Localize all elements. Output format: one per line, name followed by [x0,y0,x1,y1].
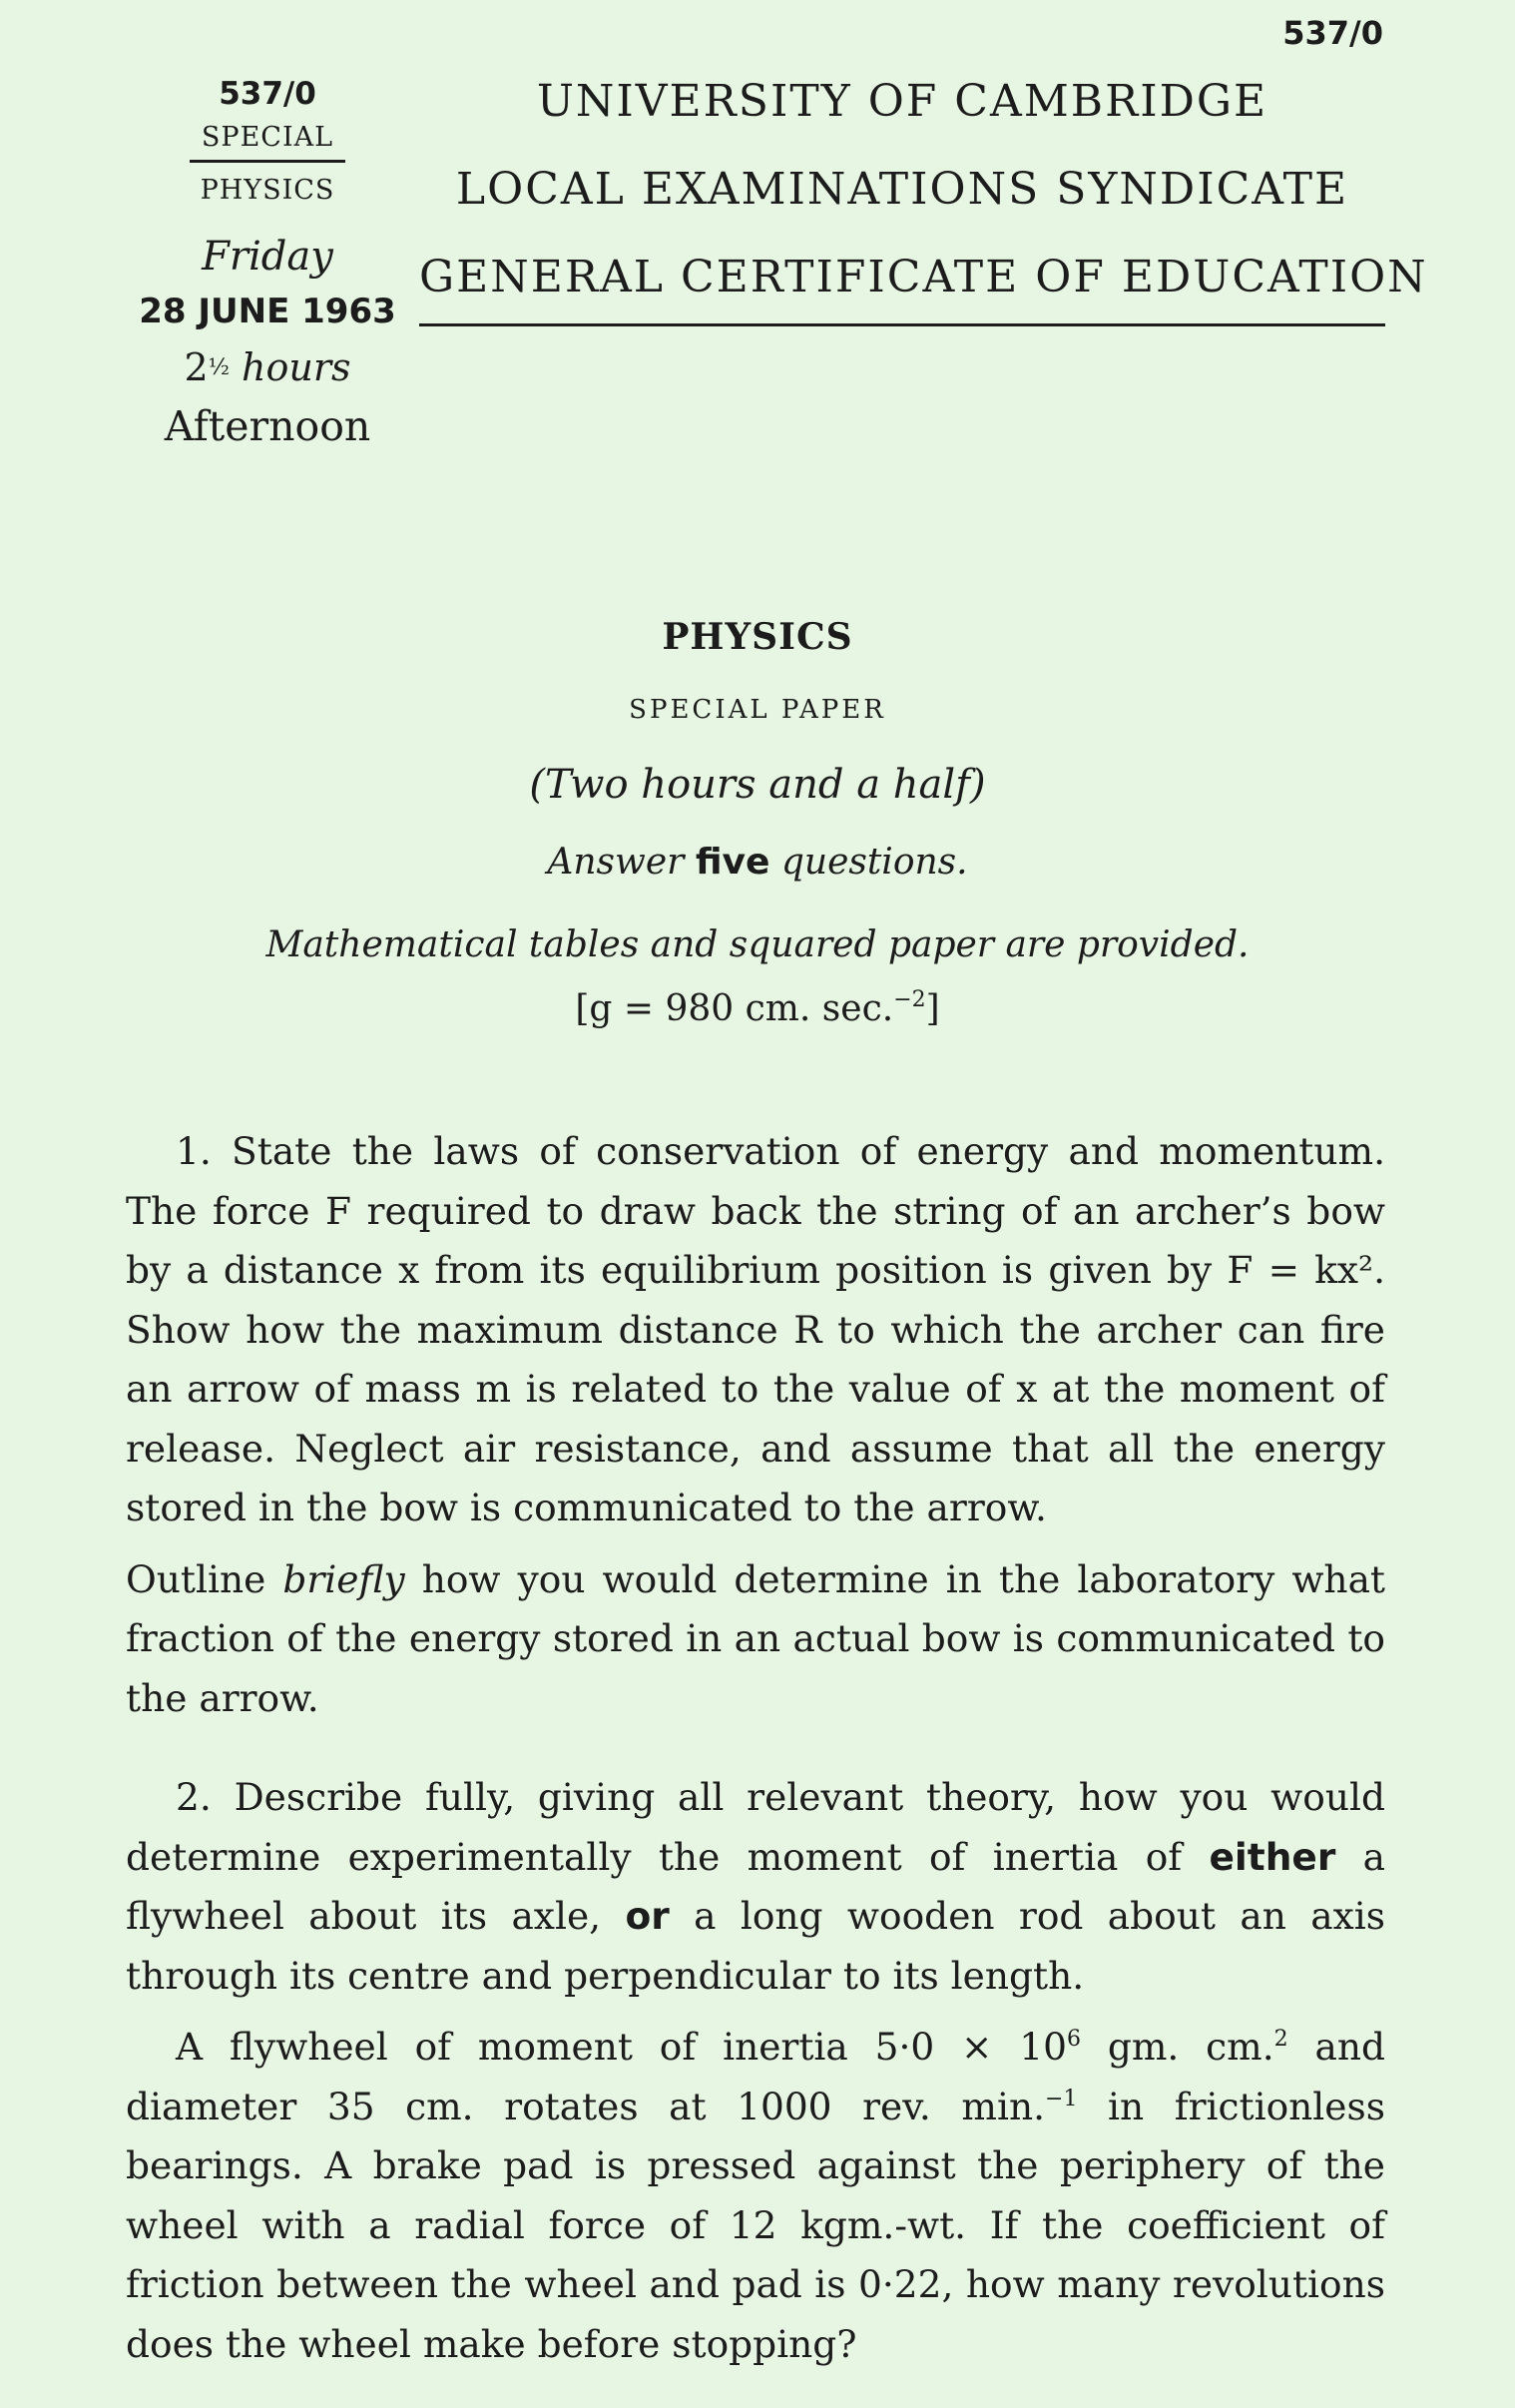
answer-post: questions. [769,842,968,883]
q2-problem-a: A flywheel of moment of inertia 5·0 × 10 [176,2025,1068,2069]
q2-text-b: a flywheel about its axle, [126,1834,1385,1938]
header-university: UNIVERSITY OF CAMBRIDGE [536,76,1268,127]
special-label: SPECIAL [201,122,334,153]
exam-day: Friday [202,234,333,280]
answer-pre: Answer [547,842,696,883]
answer-instruction [0,833,1515,893]
gravity-bracket: ] [925,988,940,1029]
q2-problem-c: and diameter 35 cm. rotates at 1000 rev. min. [126,2025,1385,2128]
duration-fraction: ½ [208,355,230,380]
exam-header [419,58,1428,326]
gravity-constant [0,980,1515,1038]
paper-subject: PHYSICS [662,616,853,658]
q2-text-c: a long wooden rod about an axis through its centre and perpendicular to its length. [126,1894,1385,1998]
q2-or: or [625,1894,670,1938]
q2-exp-1: 6 [1067,2027,1082,2052]
gravity-text: [g = 980 cm. sec. [575,988,894,1029]
q1-outline-emphasis: briefly [282,1556,405,1601]
page-code: 537/0 [1282,14,1383,52]
questions [126,1122,1385,2374]
duration-whole: 2 [184,345,209,389]
subject-label: PHYSICS [200,175,335,206]
gravity-exponent: −2 [893,987,926,1012]
q2-text-a: 2. Describe fully, giving all relevant theory, how you would determine experimentally the moment of inertia of [126,1775,1385,1879]
paper-code: 537/0 [219,76,316,112]
q1-outline-post: how you would determine in the laboratory what fraction of the energy stored in an actual bow is communicated to the arrow. [126,1556,1386,1720]
header-rule [419,323,1385,326]
q2-problem-b: gm. cm. [1081,2025,1274,2069]
question-1-text: 1. State the laws of conservation of energy and momentum. The force F required to draw back the string of an archer’s bow by a distance x from its equilibrium position is given by F = kx². Show how the maximum distance R to which the archer can fire an arrow of mass m is related to the value of x at the moment of release. Neglect air resistance, and assume that all the energy stored in the bow is communicated to the arrow. [126,1129,1385,1529]
q2-problem-d: in frictionless bearings. A brake pad is pressed against the periphery of the wheel with a radial force of 12 kgm.-wt. If the coefficient of friction between the wheel and pad is 0·22, how many revolutions does the wheel make before stopping? [126,2084,1385,2366]
question-1-outline [126,1550,1385,1729]
q2-exp-2: 2 [1273,2027,1288,2052]
header-certificate: GENERAL CERTIFICATE OF EDUCATION [419,252,1428,302]
question-2-text [126,1768,1385,2006]
q2-exp-3: −1 [1045,2086,1078,2111]
exam-info-block [118,70,417,455]
tables-note: Mathematical tables and squared paper are provided. [265,924,1250,965]
answer-count: five [695,842,770,883]
header-syndicate: LOCAL EXAMINATIONS SYNDICATE [455,164,1349,215]
paper-duration: (Two hours and a half) [529,762,986,808]
exam-date: 28 JUNE 1963 [139,292,396,331]
q2-either: either [1209,1834,1336,1879]
paper-title-block [0,607,1515,1038]
paper-type: SPECIAL PAPER [629,695,886,725]
q1-outline-pre: Outline [126,1556,283,1601]
question-2-problem [126,2018,1385,2374]
divider [190,160,345,163]
exam-session: Afternoon [164,402,371,450]
duration-unit: hours [242,345,351,389]
exam-duration [118,338,417,397]
